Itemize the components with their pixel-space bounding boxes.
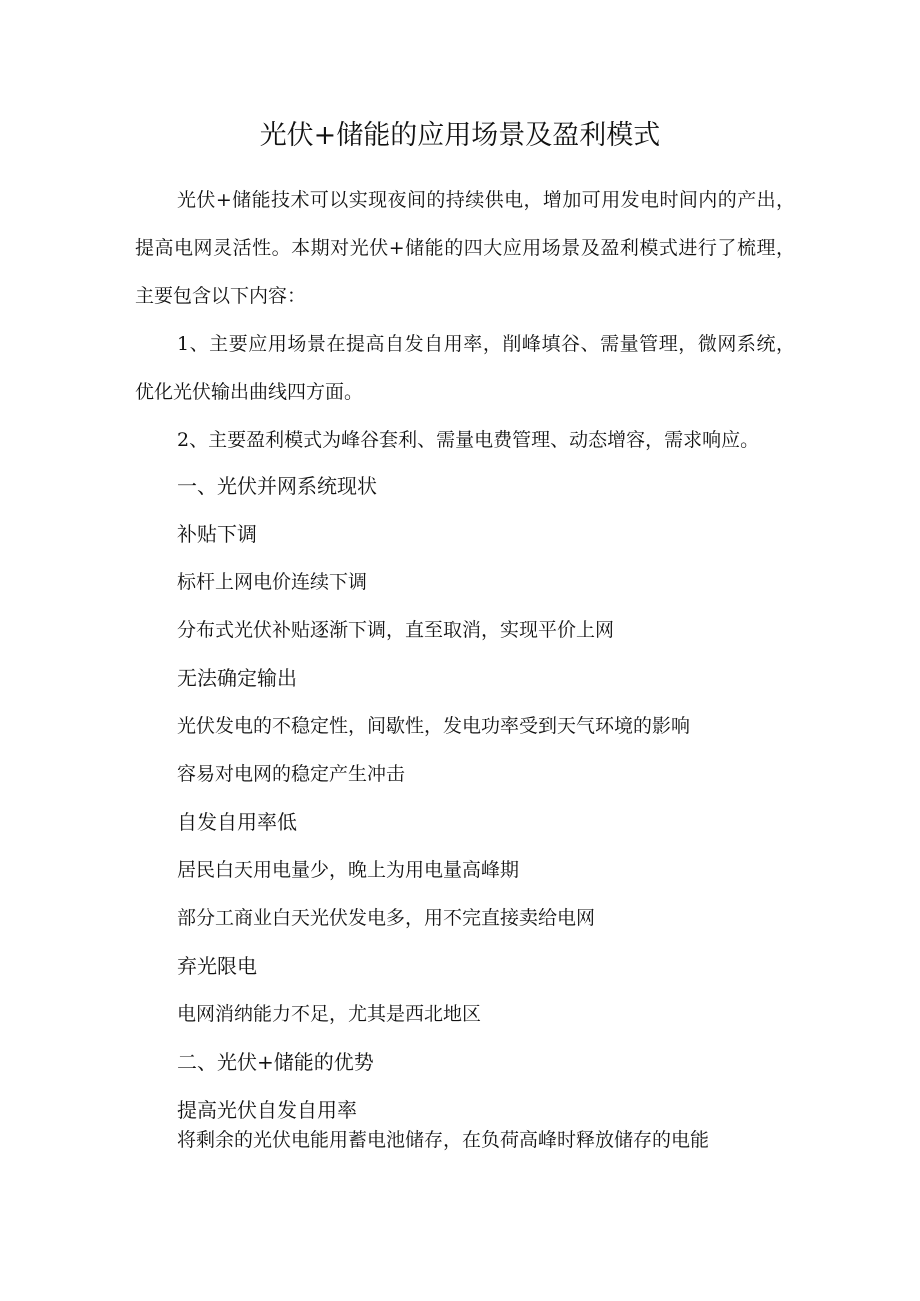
low-self-consumption-line-2: 部分工商业白天光伏发电多，用不完直接卖给电网 xyxy=(177,907,596,929)
low-self-consumption-line-1: 居民白天用电量少，晚上为用电量高峰期 xyxy=(177,859,520,881)
low-self-consumption-heading: 自发自用率低 xyxy=(177,810,297,834)
section-2-heading: 二、光伏+储能的优势 xyxy=(177,1050,374,1074)
self-consumption-advantage-line-1: 将剩余的光伏电能用蓄电池储存，在负荷高峰时释放储存的电能 xyxy=(177,1129,710,1151)
self-consumption-advantage-heading: 提高光伏自发自用率 xyxy=(177,1098,357,1122)
subsidy-cut-heading: 补贴下调 xyxy=(177,522,257,546)
uncertain-output-heading: 无法确定输出 xyxy=(177,666,297,690)
intro-paragraph: 光伏+储能技术可以实现夜间的持续供电，增加可用发电时间内的产出，提高电网灵活性。本期对光伏+储能的四大应用场景及盈利模式进行了梳理，主要包含以下内容： xyxy=(135,189,795,307)
curtailment-line-1: 电网消纳能力不足，尤其是西北地区 xyxy=(177,1003,482,1025)
point-2-paragraph: 2、主要盈利模式为峰谷套利、需量电费管理、动态增容，需求响应。 xyxy=(177,429,760,451)
document-title: 光伏+储能的应用场景及盈利模式 xyxy=(259,120,661,151)
curtailment-heading: 弃光限电 xyxy=(177,954,257,978)
uncertain-output-line-2: 容易对电网的稳定产生冲击 xyxy=(177,763,406,785)
point-1-paragraph: 1、主要应用场景在提高自发自用率，削峰填谷、需量管理，微网系统，优化光伏输出曲线四方面。 xyxy=(135,333,795,403)
uncertain-output-line-1: 光伏发电的不稳定性，间歇性，发电功率受到天气环境的影响 xyxy=(177,715,691,737)
subsidy-cut-line-1: 标杆上网电价连续下调 xyxy=(177,571,368,593)
subsidy-cut-line-2: 分布式光伏补贴逐渐下调，直至取消，实现平价上网 xyxy=(177,619,615,641)
section-1-heading: 一、光伏并网系统现状 xyxy=(177,474,377,498)
